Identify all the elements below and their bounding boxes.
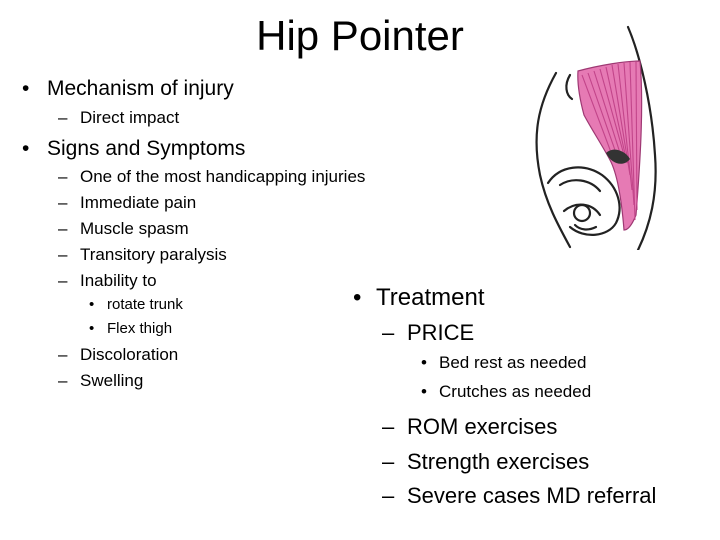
list-item-text: One of the most handicapping injuries <box>80 167 366 186</box>
list-item-text: Swelling <box>80 371 144 390</box>
list-item-text: Discoloration <box>80 345 179 364</box>
list-item-text: ROM exercises <box>407 414 558 439</box>
right-bullet-list <box>353 283 656 515</box>
list-item <box>382 447 656 481</box>
list-item <box>89 318 365 343</box>
bullet-marker: • <box>353 284 362 311</box>
list-item <box>58 269 365 294</box>
hip-anatomy-illustration <box>520 25 700 250</box>
dash-marker: – <box>382 483 395 508</box>
dash-marker: – <box>58 167 68 186</box>
dash-marker: – <box>382 449 395 474</box>
list-item <box>22 136 365 165</box>
list-item <box>22 76 365 106</box>
list-item <box>58 191 365 217</box>
dash-marker: – <box>58 245 68 264</box>
dash-marker: – <box>58 371 68 390</box>
bullet-marker: • <box>421 382 427 401</box>
list-item <box>58 106 365 136</box>
list-item <box>58 343 365 369</box>
bullet-marker: • <box>421 353 427 372</box>
dash-marker: – <box>58 108 68 127</box>
list-item-text: Crutches as needed <box>439 382 592 401</box>
bullet-marker: • <box>22 77 30 100</box>
list-item-text: Strength exercises <box>407 449 590 474</box>
list-item <box>421 351 656 380</box>
list-item-text: Mechanism of injury <box>47 77 234 100</box>
dash-marker: – <box>382 320 395 345</box>
list-item <box>58 369 365 395</box>
list-item-text: Immediate pain <box>80 193 197 212</box>
list-item <box>89 294 365 318</box>
dash-marker: – <box>58 219 68 238</box>
list-item-text: rotate trunk <box>107 296 183 313</box>
list-item-text: Transitory paralysis <box>80 245 227 264</box>
list-item <box>382 319 656 351</box>
list-item-text: Flex thigh <box>107 320 173 337</box>
list-item-text: Muscle spasm <box>80 219 189 238</box>
list-item <box>58 243 365 269</box>
bullet-marker: • <box>22 137 30 160</box>
list-item <box>58 165 365 191</box>
list-item-text: Bed rest as needed <box>439 353 587 372</box>
bullet-marker: • <box>89 320 95 337</box>
list-item <box>58 217 365 243</box>
dash-marker: – <box>58 193 68 212</box>
slide-title: Hip Pointer <box>256 12 464 59</box>
dash-marker: – <box>58 271 68 290</box>
list-item <box>421 380 656 412</box>
list-item-text: Signs and Symptoms <box>47 137 246 160</box>
list-item-text: Direct impact <box>80 108 180 127</box>
list-item <box>382 412 656 447</box>
left-bullet-list <box>22 76 365 395</box>
list-item-text: Treatment <box>376 284 485 311</box>
dash-marker: – <box>58 345 68 364</box>
bullet-marker: • <box>89 296 95 313</box>
dash-marker: – <box>382 414 395 439</box>
list-item-text: Inability to <box>80 271 157 290</box>
list-item <box>382 481 656 515</box>
list-item-text: PRICE <box>407 320 475 345</box>
list-item-text: Severe cases MD referral <box>407 483 657 508</box>
list-item <box>353 283 656 319</box>
